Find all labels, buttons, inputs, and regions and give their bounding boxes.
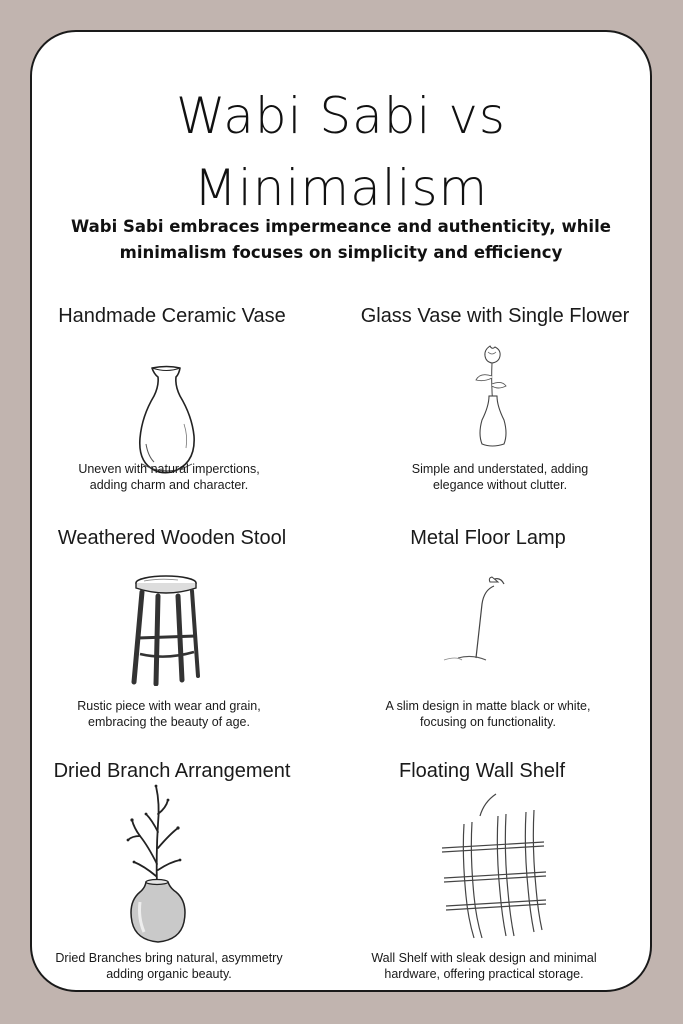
description-line-1: Uneven with natural imperctions, (78, 462, 260, 476)
item-title: Handmade Ceramic Vase (58, 305, 286, 327)
description-line-2: hardware, offering practical storage. (384, 967, 584, 981)
description-line-2: elegance without clutter. (432, 478, 568, 492)
item-floor-lamp-description (338, 698, 638, 730)
floor-lamp-icon (442, 574, 506, 666)
item-wall-shelf-description (334, 950, 634, 982)
wall-shelf-icon (440, 792, 548, 942)
item-glass-vase-description (350, 461, 650, 493)
description-line-1: Simple and understated, adding (411, 462, 589, 476)
item-dried-branch-description (19, 950, 319, 982)
item-title: Weathered Wooden Stool (57, 527, 287, 549)
item-wall-shelf (332, 760, 632, 783)
item-glass-vase (345, 305, 645, 328)
description-line-2: adding charm and character. (89, 478, 249, 492)
subtitle (62, 214, 620, 266)
item-title: Dried Branch Arrangement (53, 760, 291, 782)
ceramic-vase-icon (132, 364, 202, 476)
wooden-stool-icon (130, 572, 202, 686)
item-ceramic-vase (22, 305, 322, 328)
description-line-1: A slim design in matte black or white, (385, 699, 591, 713)
title-line-1: Wabi Sabi vs (176, 87, 506, 145)
subtitle-line-1: Wabi Sabi embraces impermeance and authenticity, while (71, 217, 611, 236)
description-line-1: Rustic piece with wear and grain, (77, 699, 261, 713)
item-title: Floating Wall Shelf (399, 760, 565, 782)
item-title: Glass Vase with Single Flower (360, 305, 630, 327)
description-line-1: Dried Branches bring natural, asymmetry (55, 951, 283, 965)
item-wooden-stool (22, 527, 322, 550)
page-title (32, 80, 650, 224)
description-line-2: adding organic beauty. (106, 967, 232, 981)
item-floor-lamp (338, 527, 638, 550)
subtitle-line-2: minimalism focuses on simplicity and efficiency (119, 243, 563, 262)
dried-branch-vase-icon (122, 784, 192, 946)
item-wooden-stool-description (19, 698, 319, 730)
infographic-card (30, 30, 652, 992)
item-dried-branch (22, 760, 322, 783)
title-line-2: Minimalism (193, 159, 489, 217)
glass-vase-flower-icon (468, 344, 518, 450)
description-line-2: embracing the beauty of age. (88, 715, 250, 729)
item-title: Metal Floor Lamp (410, 527, 566, 549)
description-line-2: focusing on functionality. (420, 715, 556, 729)
item-ceramic-vase-description (19, 461, 319, 493)
description-line-1: Wall Shelf with sleak design and minimal (371, 951, 597, 965)
